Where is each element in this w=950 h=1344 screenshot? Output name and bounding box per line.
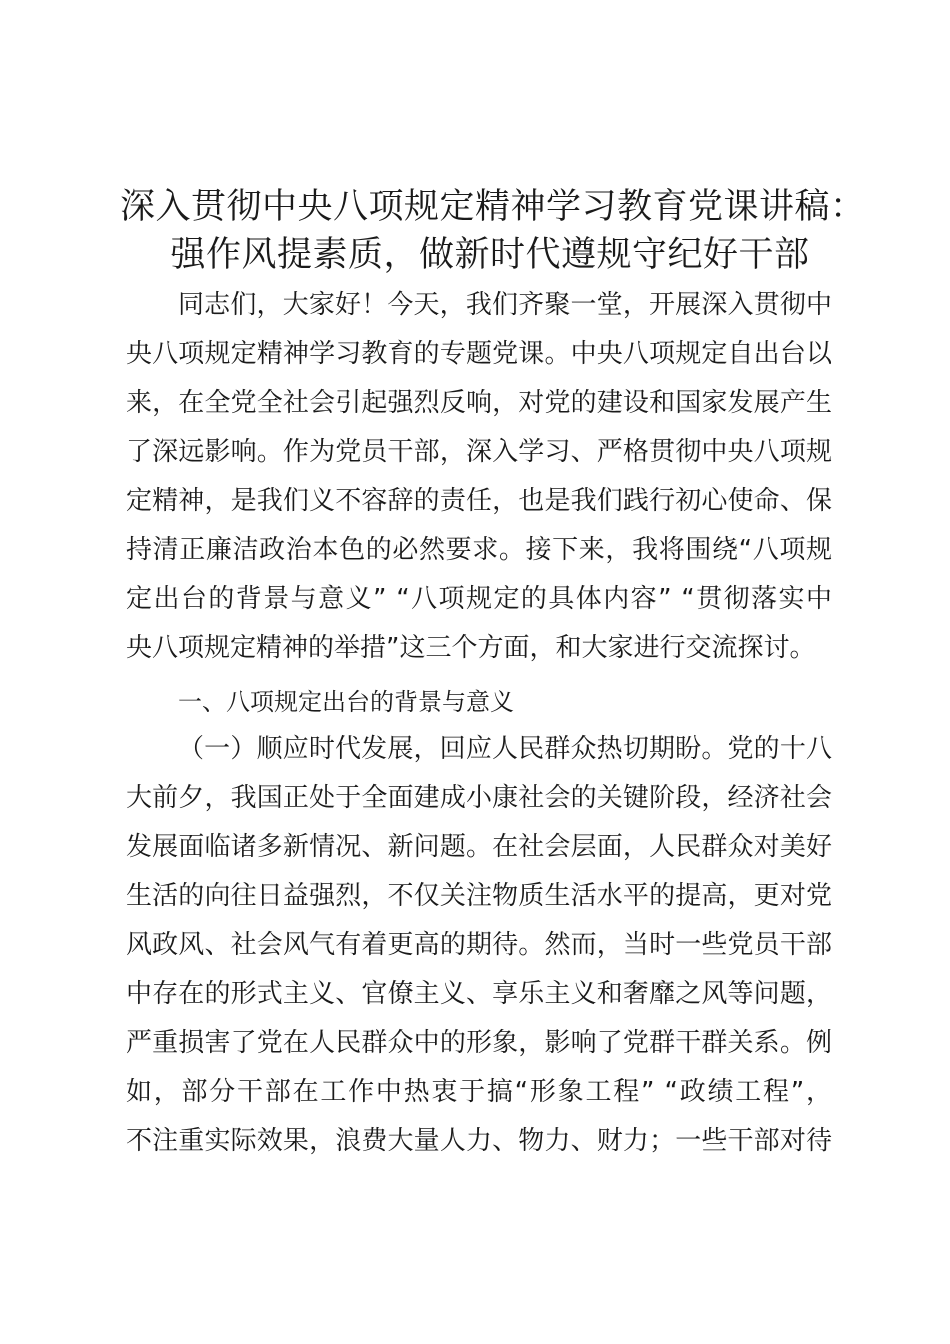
paragraph-line: 同志们，大家好！今天，我们齐聚一堂，开展深入贯彻中 [178,290,832,320]
document-title-line-2: 强作风提素质，做新时代遵规守纪好干部 [170,235,810,275]
paragraph-line: 不注重实际效果，浪费大量人力、物力、财力；一些干部对待 [126,1126,832,1156]
paragraph-line: 如，部分干部在工作中热衷于搞“形象工程” “政绩工程”， [126,1077,832,1107]
paragraph-line: 了深远影响。作为党员干部，深入学习、严格贯彻中央八项规 [126,437,832,467]
paragraph-line: 严重损害了党在人民群众中的形象，影响了党群干群关系。例 [126,1028,832,1058]
section-heading: 一、八项规定出台的背景与意义 [178,688,514,716]
paragraph-line: （一）顺应时代发展，回应人民群众热切期盼。党的十八 [178,734,832,764]
document-title-line-1: 深入贯彻中央八项规定精神学习教育党课讲稿： [120,187,866,227]
paragraph-line: 定精神，是我们义不容辞的责任，也是我们践行初心使命、保 [126,486,832,516]
paragraph-line: 生活的向往日益强烈，不仅关注物质生活水平的提高，更对党 [126,881,832,911]
paragraph-line: 风政风、社会风气有着更高的期待。然而，当时一些党员干部 [126,930,832,960]
paragraph-line: 定出台的背景与意义” “八项规定的具体内容” “贯彻落实中 [126,584,832,614]
paragraph-line: 大前夕，我国正处于全面建成小康社会的关键阶段，经济社会 [126,783,832,813]
paragraph-line: 央八项规定精神的举措”这三个方面，和大家进行交流探讨。 [126,633,816,663]
paragraph-line: 持清正廉洁政治本色的必然要求。接下来，我将围绕“八项规 [126,535,832,565]
paragraph-line: 来，在全党全社会引起强烈反响，对党的建设和国家发展产生 [126,388,832,418]
paragraph-line: 发展面临诸多新情况、新问题。在社会层面，人民群众对美好 [126,832,832,862]
paragraph-line: 中存在的形式主义、官僚主义、享乐主义和奢靡之风等问题， [126,979,832,1009]
paragraph-line: 央八项规定精神学习教育的专题党课。中央八项规定自出台以 [126,339,832,369]
